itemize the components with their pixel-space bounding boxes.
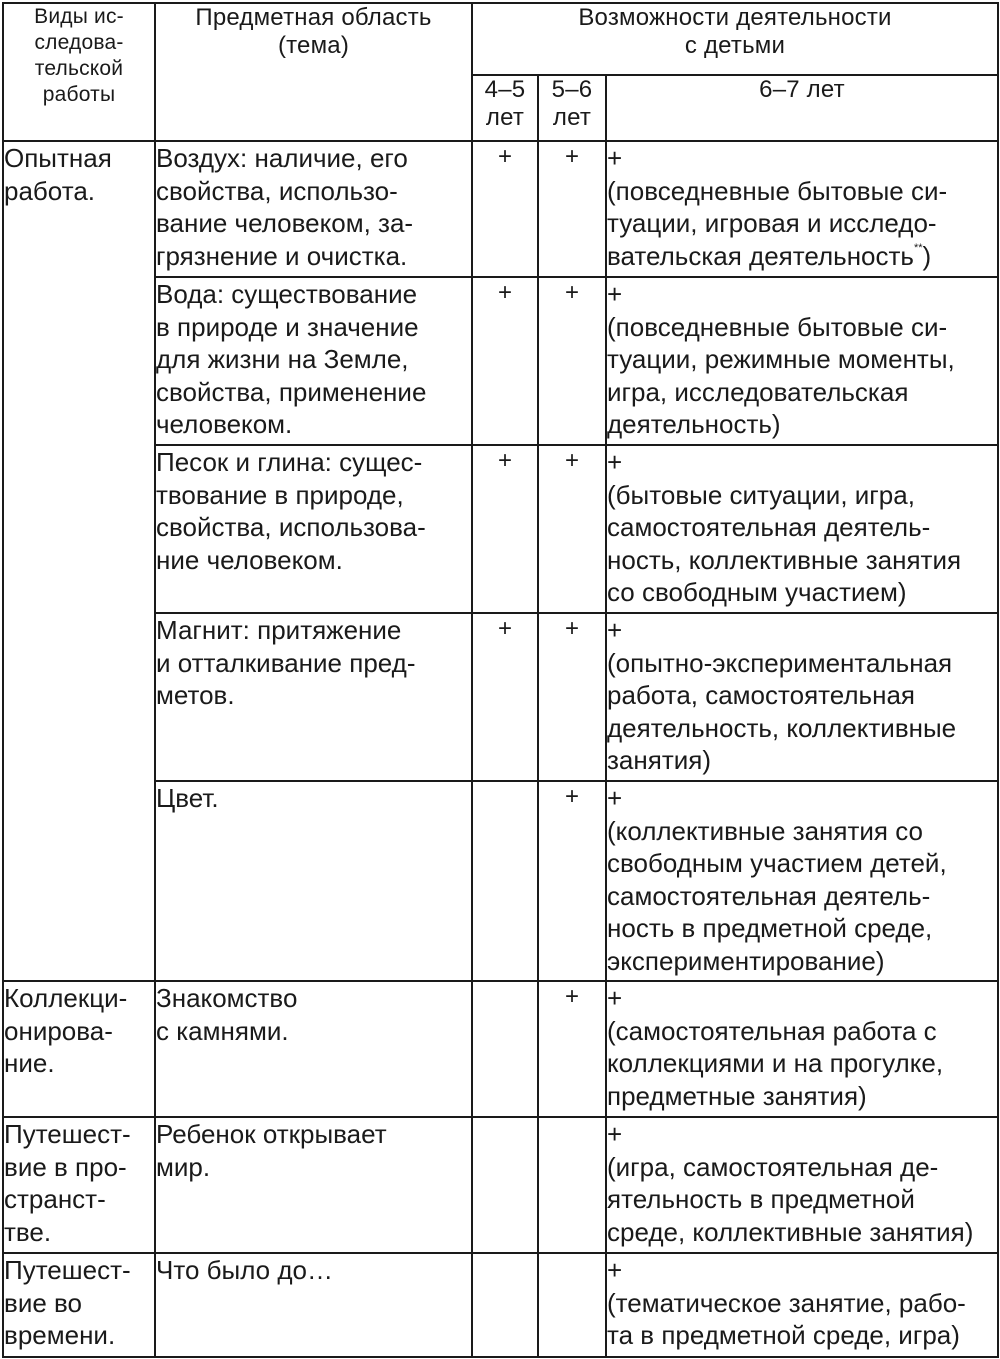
- mark-4-5: +: [472, 445, 538, 613]
- research-kind-experimental: Опытная работа.: [3, 141, 155, 981]
- mark-6-7: +: [607, 983, 623, 1013]
- mark-6-7: +: [607, 279, 623, 309]
- topic-what-was-before: Что было до…: [155, 1253, 472, 1357]
- mark-5-6: +: [538, 445, 606, 613]
- mark-4-5: [472, 781, 538, 981]
- mark-5-6: [538, 1117, 606, 1253]
- mark-6-7: +: [607, 143, 623, 173]
- header-age-6-7: 6–7 лет: [606, 75, 998, 141]
- mark-4-5: +: [472, 613, 538, 781]
- mark-6-7: +: [607, 447, 623, 477]
- header-age-4-5: 4–5 лет: [472, 75, 538, 141]
- mark-6-7: +: [607, 783, 623, 813]
- activity-6-7: + (тематическое занятие, рабо- та в предметной среде, игра): [606, 1253, 998, 1357]
- table-row: [3, 981, 998, 1117]
- mark-4-5: [472, 981, 538, 1117]
- topic-magnet: Магнит: притяжение и отталкивание пред- метов.: [155, 613, 472, 781]
- mark-5-6: +: [538, 141, 606, 277]
- table-row: [3, 1253, 998, 1357]
- topic-sand-clay: Песок и глина: сущес- твование в природе, свойства, использова- ние человеком.: [155, 445, 472, 613]
- footnote-mark: **: [913, 241, 923, 254]
- mark-4-5: [472, 1253, 538, 1357]
- header-research-kind: Виды ис- следова- тельской работы: [3, 3, 155, 141]
- topic-water: Вода: существование в природе и значение для жизни на Земле, свойства, применение человеком.: [155, 277, 472, 445]
- research-kind-space-travel: Путешест- вие в про- странст- тве.: [3, 1117, 155, 1253]
- mark-4-5: +: [472, 141, 538, 277]
- activity-6-7: + (бытовые ситуации, игра, самостоятельная деятель- ность, коллективные занятия со свободным участием): [606, 445, 998, 613]
- mark-5-6: +: [538, 613, 606, 781]
- header-row-top: [3, 3, 998, 75]
- topic-child-discovers-world: Ребенок открывает мир.: [155, 1117, 472, 1253]
- activity-6-7: + (коллективные занятия со свободным участием детей, самостоятельная деятель- ность в предметной среде, экспериментирование): [606, 781, 998, 981]
- activity-6-7: + (игра, самостоятельная де- ятельность в предметной среде, коллективные занятия): [606, 1117, 998, 1253]
- activity-6-7: + (повседневные бытовые си- туации, игровая и исследо- вательская деятельность**): [606, 141, 998, 277]
- mark-4-5: +: [472, 277, 538, 445]
- mark-6-7: +: [607, 1255, 623, 1285]
- mark-6-7: +: [607, 1119, 623, 1149]
- header-subject-area: Предметная область (тема): [155, 3, 472, 141]
- mark-5-6: +: [538, 781, 606, 981]
- topic-air: Воздух: наличие, его свойства, использо- вание человеком, за- грязнение и очистка.: [155, 141, 472, 277]
- activity-6-7: + (самостоятельная работа с коллекциями и на прогулке, предметные занятия): [606, 981, 998, 1117]
- table-row: [3, 141, 998, 277]
- mark-5-6: +: [538, 277, 606, 445]
- mark-5-6: +: [538, 981, 606, 1117]
- topic-color: Цвет.: [155, 781, 472, 981]
- activity-6-7: + (повседневные бытовые си- туации, режимные моменты, игра, исследовательская деятельность): [606, 277, 998, 445]
- header-activity-possibilities: Возможности деятельности с детьми: [472, 3, 998, 75]
- mark-5-6: [538, 1253, 606, 1357]
- header-age-5-6: 5–6 лет: [538, 75, 606, 141]
- table-row: [3, 1117, 998, 1253]
- research-kind-time-travel: Путешест- вие во времени.: [3, 1253, 155, 1357]
- mark-4-5: [472, 1117, 538, 1253]
- research-activities-table: [2, 2, 999, 1358]
- activity-6-7: + (опытно-экспериментальная работа, самостоятельная деятельность, коллективные занятия): [606, 613, 998, 781]
- mark-6-7: +: [607, 615, 623, 645]
- topic-stones: Знакомство с камнями.: [155, 981, 472, 1117]
- research-kind-collecting: Коллекци- онирова- ние.: [3, 981, 155, 1117]
